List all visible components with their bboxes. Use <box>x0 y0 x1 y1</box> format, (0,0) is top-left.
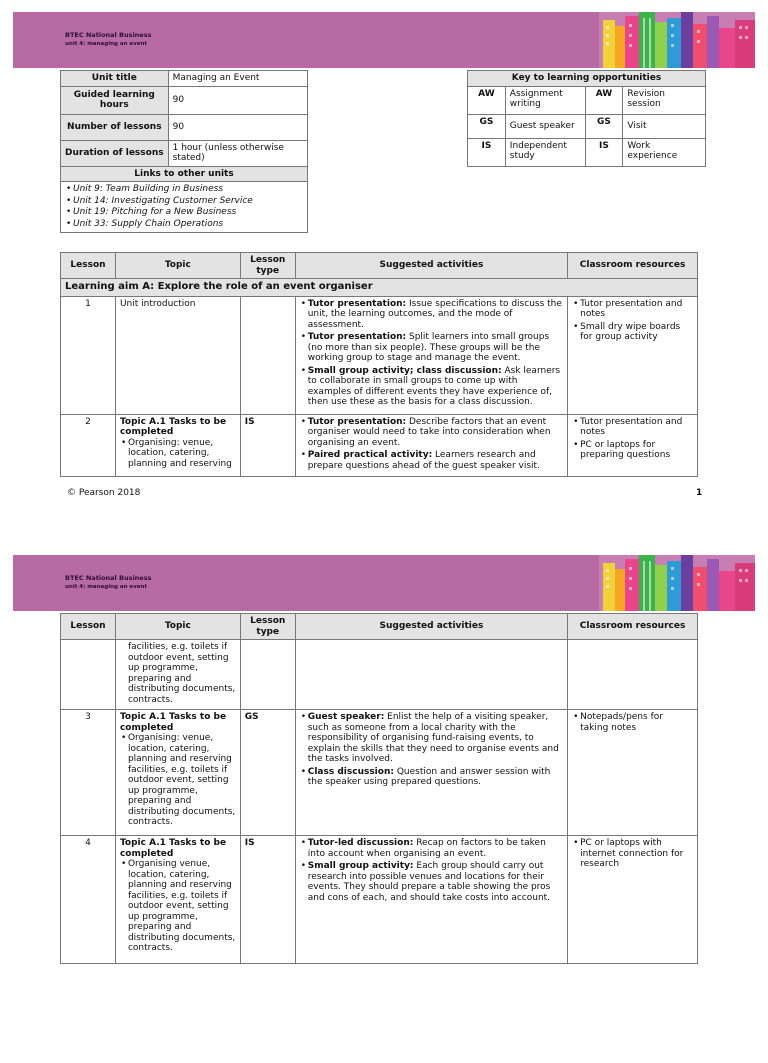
header-subtitle: unit 4: managing an event <box>65 584 147 590</box>
col-lesson: Lesson <box>61 614 116 640</box>
col-topic: Topic <box>115 253 240 279</box>
col-topic: Topic <box>115 614 240 640</box>
key-text: Independent study <box>505 138 585 166</box>
lessons-table-page1 <box>60 252 698 477</box>
key-text: Assignment writing <box>505 86 585 114</box>
lesson-activities <box>295 414 567 476</box>
resource-item: • PC or laptops for preparing questions <box>580 440 693 461</box>
key-code: IS <box>585 138 623 166</box>
lesson-resources <box>568 414 698 476</box>
page-1 <box>0 0 768 520</box>
lesson-resources <box>568 710 698 836</box>
link-item: • Unit 9: Team Building in Business <box>73 184 303 195</box>
key-code: GS <box>585 114 623 138</box>
header-banner <box>13 555 755 611</box>
header-subtitle: unit 4: managing an event <box>65 41 147 47</box>
header-brand <box>65 31 151 49</box>
col-lesson-type: Lesson type <box>240 614 295 640</box>
lesson-topic: Topic A.1 Tasks to be completed • Organising venue, location, catering, planning and reserving facilities, e.g. toilets if outdoor event, setting up programme, preparing and distributing documents, contracts. <box>115 836 240 964</box>
topic-bullet: • Organising: venue, location, catering, planning and reserving facilities, e.g. toilets if outdoor event, setting up programme, preparing and distributing documents, contracts. <box>128 733 236 828</box>
lesson-activities <box>295 710 567 836</box>
unit-title-label: Unit title <box>61 71 169 87</box>
lesson-resources <box>568 296 698 414</box>
number-lessons-value: 90 <box>168 114 307 140</box>
activity-item: • Guest speaker: Enlist the help of a visiting speaker, such as someone from a local charity with the responsibility of organising fund-raising events, to explain the skills that they need to organise events and the tasks involved. <box>308 712 563 765</box>
col-lesson: Lesson <box>61 253 116 279</box>
key-text: Work experience <box>623 138 706 166</box>
lesson-resources <box>568 640 698 710</box>
activity-item: • Small group activity: Each group should carry out research into possible venues and locations for their events. They should prepare a table showing the pros and cons of each, and should take costs into account. <box>308 861 563 903</box>
lesson-type: IS <box>240 414 295 476</box>
lesson-topic-continued: facilities, e.g. toilets if outdoor event, setting up programme, preparing and distributing documents, contracts. <box>115 640 240 710</box>
activity-item: • Tutor-led discussion: Recap on factors to be taken into account when organising an event. <box>308 838 563 859</box>
link-item: • Unit 14: Investigating Customer Service <box>73 196 303 207</box>
activity-item: • Paired practical activity: Learners research and prepare questions ahead of the guest speaker visit. <box>308 450 563 471</box>
col-activities: Suggested activities <box>295 253 567 279</box>
resource-item: • Small dry wipe boards for group activity <box>580 322 693 343</box>
lesson-topic: Unit introduction <box>115 296 240 414</box>
key-code: GS <box>468 114 506 138</box>
activity-item: • Tutor presentation: Split learners into small groups (no more than six people). These groups will be the working group to stage and manage the event. <box>308 332 563 364</box>
footer-copyright: © Pearson 2018 <box>67 488 141 498</box>
lesson-type <box>240 296 295 414</box>
unit-title-value: Managing an Event <box>168 71 307 87</box>
activity-item: • Tutor presentation: Describe factors that an event organiser would need to take into consideration when organising an event. <box>308 417 563 449</box>
col-resources: Classroom resources <box>568 253 698 279</box>
key-code: IS <box>468 138 506 166</box>
activity-item: • Class discussion: Question and answer session with the speaker using prepared questions. <box>308 767 563 788</box>
col-activities: Suggested activities <box>295 614 567 640</box>
lesson-number: 2 <box>61 414 116 476</box>
guided-hours-label: Guided learning hours <box>61 86 169 114</box>
city-skyline-graphic <box>599 12 755 68</box>
lesson-number: 3 <box>61 710 116 836</box>
activity-item: • Tutor presentation: Issue specifications to discuss the unit, the learning outcomes, and the mode of assessment. <box>308 299 563 331</box>
key-text: Visit <box>623 114 706 138</box>
table-row <box>61 710 698 836</box>
header-banner <box>13 12 755 68</box>
resource-item: • Notepads/pens for taking notes <box>580 712 693 733</box>
lessons-table-page2 <box>60 613 698 964</box>
col-resources: Classroom resources <box>568 614 698 640</box>
lesson-type: GS <box>240 710 295 836</box>
key-code: AW <box>585 86 623 114</box>
page-2 <box>0 543 768 1063</box>
lesson-activities <box>295 296 567 414</box>
resource-item: • Tutor presentation and notes <box>580 299 693 320</box>
key-code: AW <box>468 86 506 114</box>
lesson-number: 1 <box>61 296 116 414</box>
lesson-topic: Topic A.1 Tasks to be completed • Organising: venue, location, catering, planning and reserving <box>115 414 240 476</box>
key-heading: Key to learning opportunities <box>468 71 706 87</box>
resource-item: • PC or laptops with internet connection for research <box>580 838 693 870</box>
key-text: Revision session <box>623 86 706 114</box>
table-row <box>61 836 698 964</box>
link-item: • Unit 19: Pitching for a New Business <box>73 207 303 218</box>
resource-item: • Tutor presentation and notes <box>580 417 693 438</box>
table-row <box>61 296 698 414</box>
table-row <box>61 640 698 710</box>
lesson-activities <box>295 640 567 710</box>
duration-label: Duration of lessons <box>61 140 169 166</box>
header-brand <box>65 574 151 592</box>
header-title: BTEC National Business <box>65 31 152 39</box>
page-number: 1 <box>696 488 703 498</box>
key-table <box>467 70 706 167</box>
lesson-activities <box>295 836 567 964</box>
table-row <box>61 414 698 476</box>
duration-value: 1 hour (unless otherwise stated) <box>168 140 307 166</box>
header-title: BTEC National Business <box>65 574 152 582</box>
links-list <box>65 184 303 229</box>
col-lesson-type: Lesson type <box>240 253 295 279</box>
lesson-topic: Topic A.1 Tasks to be completed • Organising: venue, location, catering, planning and reserving facilities, e.g. toilets if outdoor event, setting up programme, preparing and distributing documents, contracts. <box>115 710 240 836</box>
learning-aim-a: Learning aim A: Explore the role of an event organiser <box>61 279 698 297</box>
lesson-number <box>61 640 116 710</box>
link-item: • Unit 33: Supply Chain Operations <box>73 219 303 230</box>
city-skyline-graphic <box>599 555 755 611</box>
activity-item: • Small group activity; class discussion: Ask learners to collaborate in small groups to come up with examples of different events they have experience of, then use these as the basis for a class discussion. <box>308 366 563 408</box>
unit-info-table <box>60 70 308 233</box>
lesson-number: 4 <box>61 836 116 964</box>
links-cell <box>61 182 308 233</box>
links-heading: Links to other units <box>61 166 308 182</box>
guided-hours-value: 90 <box>168 86 307 114</box>
lesson-resources <box>568 836 698 964</box>
lesson-type: IS <box>240 836 295 964</box>
topic-bullet: • Organising venue, location, catering, planning and reserving facilities, e.g. toilets if outdoor event, setting up programme, preparing and distributing documents, contracts. <box>128 859 236 954</box>
topic-bullet: • Organising: venue, location, catering, planning and reserving <box>128 438 236 470</box>
number-lessons-label: Number of lessons <box>61 114 169 140</box>
key-text: Guest speaker <box>505 114 585 138</box>
lesson-type <box>240 640 295 710</box>
